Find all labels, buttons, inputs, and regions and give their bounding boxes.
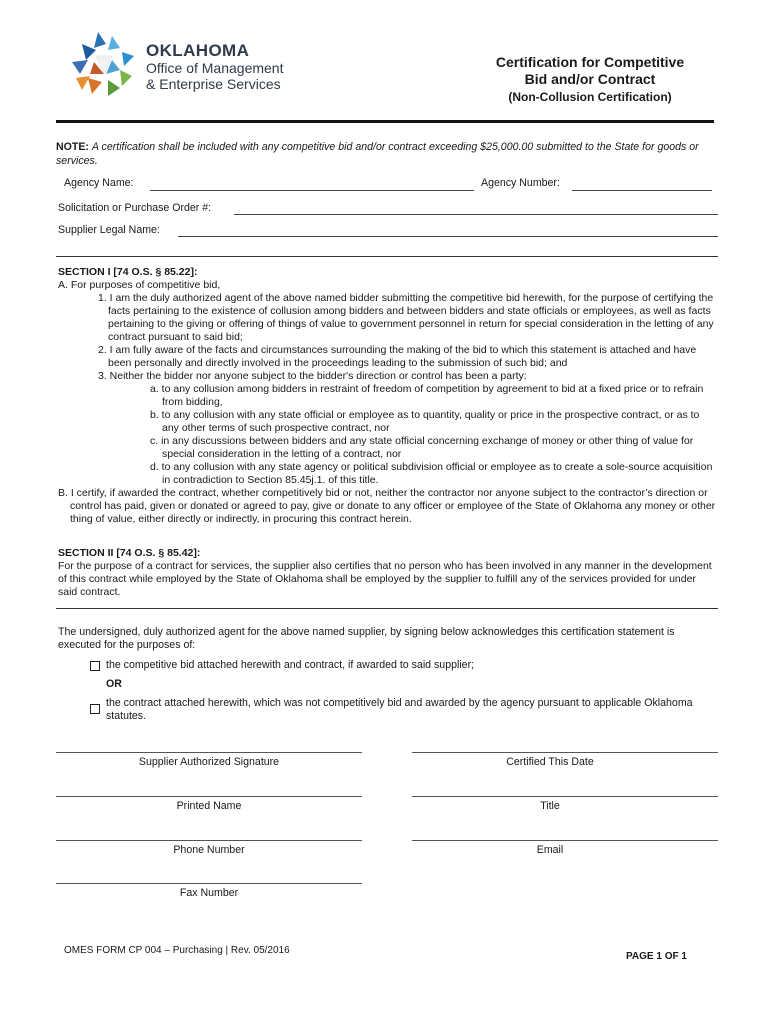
section-1-subitems — [58, 383, 718, 487]
fax-line[interactable] — [56, 883, 362, 884]
org-line2: Office of Management — [146, 60, 284, 76]
section-divider-bottom — [56, 608, 718, 609]
printed-name-line[interactable] — [56, 796, 362, 797]
title-line2: Bid and/or Contract — [524, 71, 656, 87]
section-2-text: For the purpose of a contract for services, the supplier also certifies that no person who has been involved in any manner in the development of this contract while employed by the State of Oklahoma shall be employed by the supplier to fulfill any of the services provided for under said contract. — [58, 560, 712, 598]
supplier-name-field[interactable] — [178, 236, 718, 237]
solicitation-label: Solicitation or Purchase Order #: — [58, 202, 212, 214]
org-line1: OKLAHOMA — [146, 41, 250, 60]
section-2-heading: SECTION II [74 O.S. § 85.42]: — [58, 547, 201, 559]
oklahoma-star-logo — [68, 30, 138, 100]
section-divider-top — [56, 256, 718, 257]
date-line[interactable] — [412, 752, 718, 753]
title-line1: Certification for Competitive — [495, 54, 685, 70]
option1-label: the competitive bid attached herewith and contract, if awarded to said supplier; — [106, 659, 475, 671]
supplier-name-label: Supplier Legal Name: — [58, 224, 160, 236]
star-logo-icon — [72, 32, 134, 96]
option1-checkbox[interactable] — [90, 661, 100, 671]
section-1-sub-c: c. in any discussions between bidders and any state official concerning exchange of money or other thing of value for special consideration in the letting of a contract, nor — [150, 435, 694, 460]
section-1-item2: 2. I am fully aware of the facts and circumstances surrounding the making of the bid to which this statement is attached and have been personally and directly involved in the proceedings leading to the submission of such bid; and — [98, 344, 697, 369]
footer-form-id: OMES FORM CP 004 – Purchasing | Rev. 05/2016 — [64, 945, 290, 956]
phone-line[interactable] — [56, 840, 362, 841]
form-title — [470, 54, 710, 106]
org-line3: & Enterprise Services — [146, 76, 281, 92]
section-1 — [58, 266, 718, 526]
section-1-items — [58, 292, 718, 383]
agency-number-field[interactable] — [572, 190, 712, 191]
section-1-b: B. I certify, if awarded the contract, whether competitively bid or not, neither the contractor nor anyone subject to the contractor’s direction or control has paid, given or donated or agreed to pay, give or donate to any officer or employee of the State of Oklahoma any money or other thing of value, either directly or indirectly, in procuring this contract herein. — [58, 487, 716, 525]
agency-name-field[interactable] — [150, 190, 474, 191]
section-1-heading: SECTION I [74 O.S. § 85.22]: — [58, 266, 198, 278]
agency-number-label: Agency Number: — [481, 177, 560, 189]
section-1-item3: 3. Neither the bidder nor anyone subject to the bidder's direction or control has been a party: — [98, 370, 527, 382]
signature-label: Supplier Authorized Signature — [138, 756, 280, 768]
fax-label: Fax Number — [179, 887, 239, 899]
header-divider — [56, 120, 714, 123]
email-label: Email — [536, 844, 564, 856]
section-1-sub-b: b. to any collusion with any state official or employee as to quantity, quality or price in the prospective contract, or as to any other terms of such prospective contract, nor — [150, 409, 700, 434]
agency-name-label: Agency Name: — [64, 177, 134, 189]
title-label: Title — [540, 800, 560, 812]
note-text: A certification shall be included with any competitive bid and/or contract exceeding $25,000.00 submitted to the State for goods or services. — [56, 141, 699, 167]
title-line[interactable] — [412, 796, 718, 797]
acknowledge-text: The undersigned, duly authorized agent for the above named supplier, by signing below acknowledges this certification statement is executed for the purposes of: — [58, 626, 675, 651]
org-name — [146, 42, 283, 92]
phone-label: Phone Number — [173, 844, 245, 856]
option2-label: the contract attached herewith, which was not competitively bid and awarded by the agency pursuant to applicable Oklahoma statutes. — [106, 697, 693, 722]
solicitation-field[interactable] — [234, 214, 718, 215]
footer-page: PAGE 1 OF 1 — [626, 951, 687, 962]
email-line[interactable] — [412, 840, 718, 841]
note — [56, 141, 716, 168]
note-label: NOTE: — [56, 141, 89, 153]
or-label: OR — [106, 678, 122, 690]
section-1-sub-d: d. to any collusion with any state agency or political subdivision official or employee as to create a sole-source acquisition in contradiction to Section 85.45j.1. of this title. — [150, 461, 713, 486]
title-line3: (Non-Collusion Certification) — [508, 90, 672, 104]
section-1-sub-a: a. to any collusion among bidders in restraint of freedom of competition by agreement to bid at a fixed price or to refrain from bidding, — [150, 383, 704, 408]
option2-checkbox[interactable] — [90, 704, 100, 714]
date-label: Certified This Date — [506, 756, 594, 768]
section-1-item1: 1. I am the duly authorized agent of the above named bidder submitting the competitive bid herewith, for the purpose of certifying the facts pertaining to the existence of collusion among bidders and between bidders and state officials or employees, as well as facts pertaining to the giving or offering of things of value to government personnel in return for special consideration in the letting of any contract pursuant to said bid; — [98, 292, 714, 343]
printed-name-label: Printed Name — [176, 800, 242, 812]
section-1-a: A. For purposes of competitive bid, — [58, 279, 221, 291]
signature-line[interactable] — [56, 752, 362, 753]
section-2 — [58, 547, 718, 599]
